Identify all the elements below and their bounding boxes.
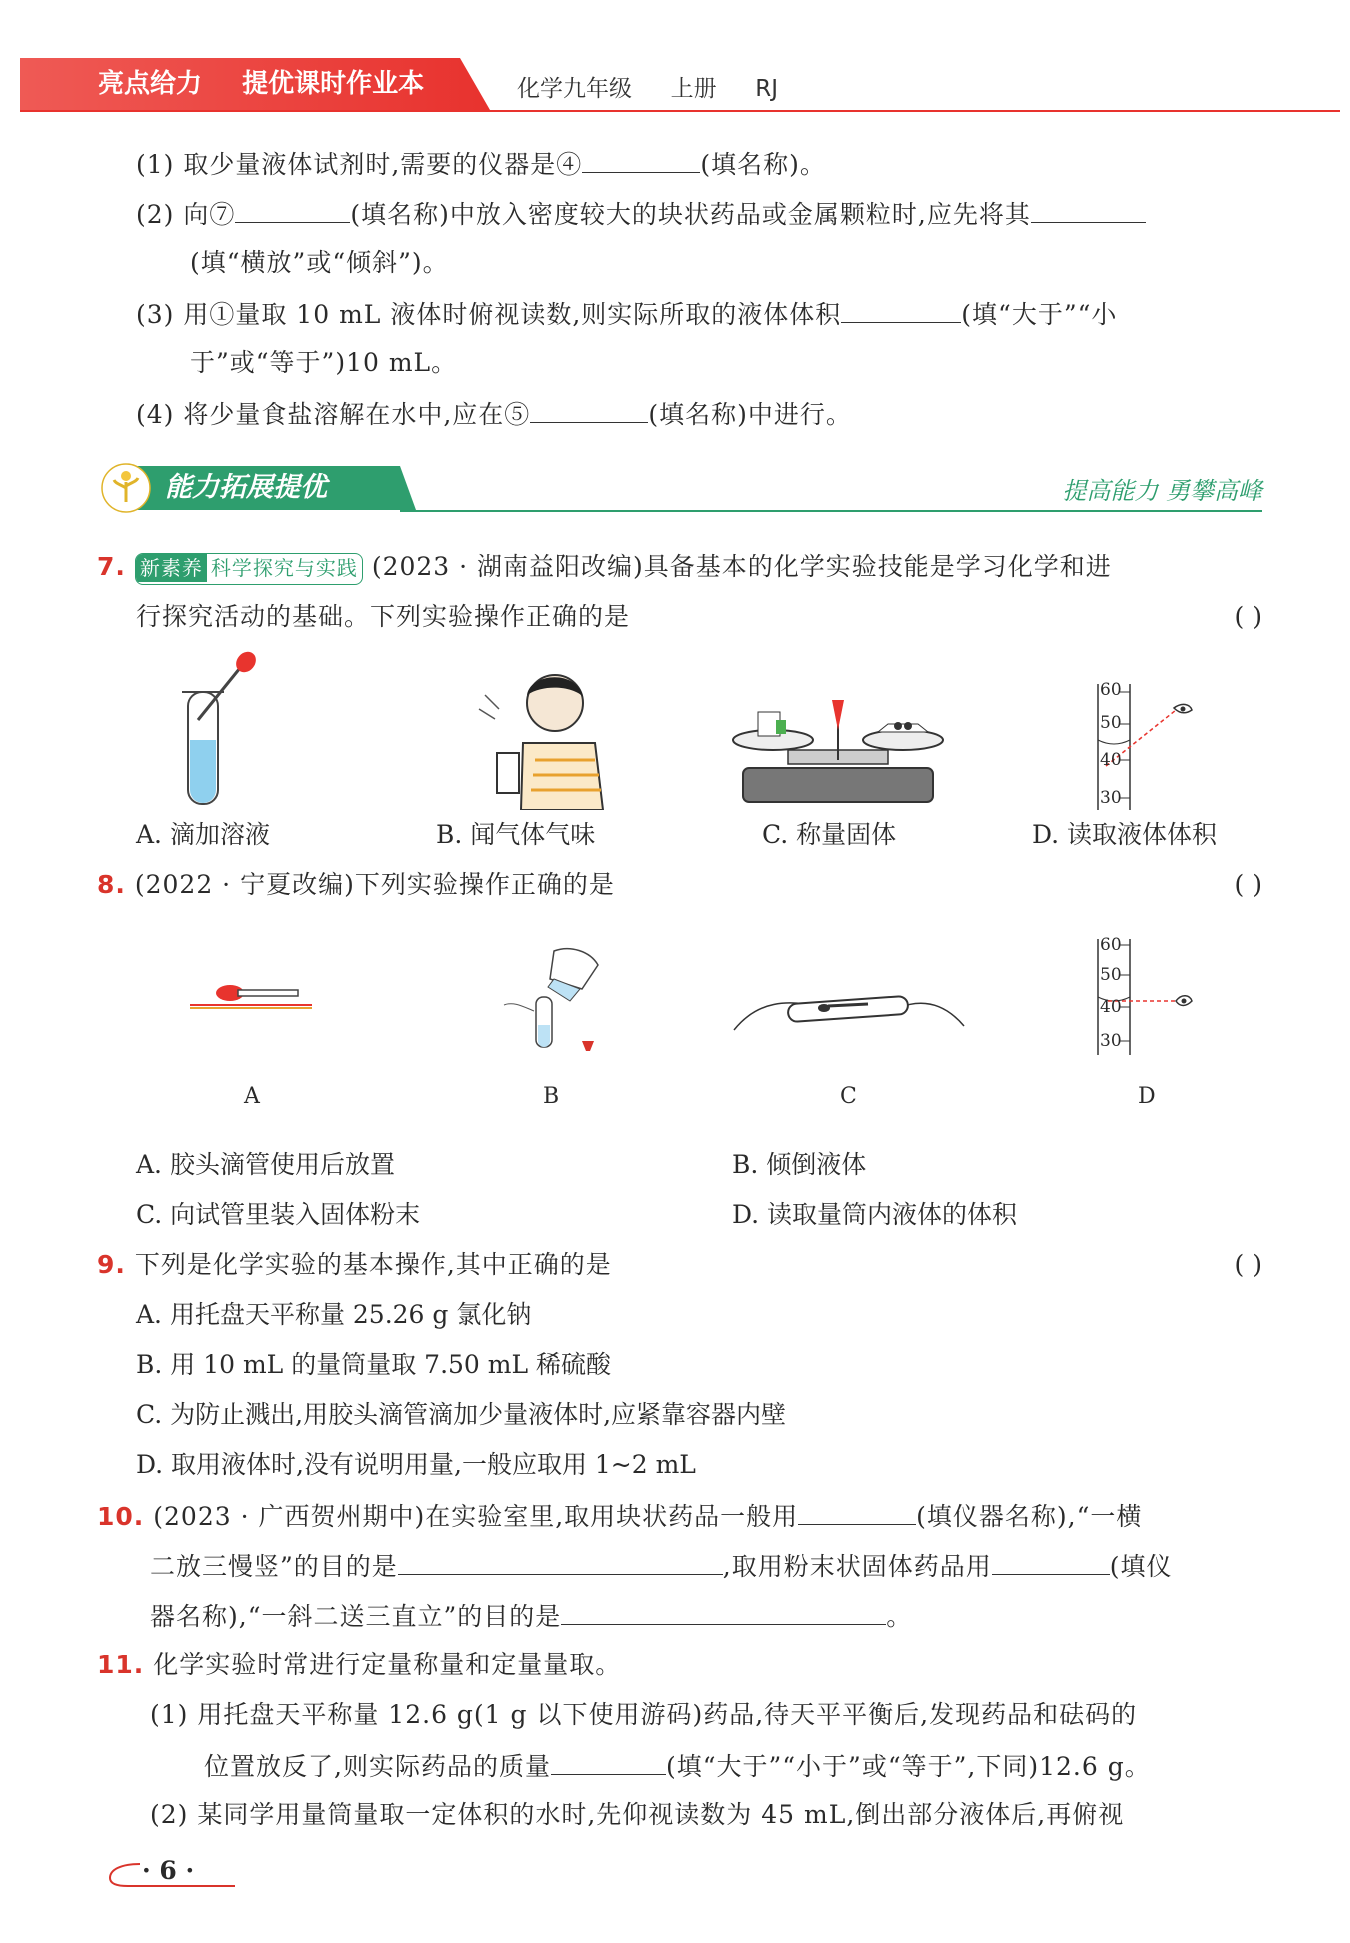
carry-q1: (1) 取少量液体试剂时,需要的仪器是④ (填名称)。 bbox=[136, 146, 826, 182]
answer-blank[interactable] bbox=[1031, 196, 1146, 223]
q9-option-c: C. 为防止溅出,用胶头滴管滴加少量液体时,应紧靠容器内壁 bbox=[136, 1400, 787, 1429]
q11-sub2-line1: (2) 某同学用量筒量取一定体积的水时,先仰视读数为 45 mL,倒出部分液体后,再俯视 bbox=[150, 1800, 1125, 1829]
q8-fig-a-dropper-flat bbox=[190, 975, 315, 1015]
carry-q2-cont: (填“横放”或“倾斜”)。 bbox=[190, 248, 449, 277]
answer-blank[interactable] bbox=[582, 146, 700, 173]
q10-line3: 器名称),“一斜二送三直立”的目的是 。 bbox=[150, 1598, 912, 1634]
answer-blank[interactable] bbox=[798, 1498, 916, 1525]
badge-primary: 新素养 bbox=[136, 554, 207, 582]
page-number: · 6 · bbox=[142, 1856, 195, 1885]
q7-scale-label: 50 bbox=[1100, 713, 1122, 733]
answer-blank[interactable] bbox=[841, 296, 961, 323]
q11-sub1-line1: (1) 用托盘天平称量 12.6 g(1 g 以下使用游码)药品,待天平平衡后,发现药品和砝码的 bbox=[150, 1700, 1138, 1729]
q11-line: 11. 化学实验时常进行定量称量和定量量取。 bbox=[97, 1650, 622, 1679]
q8-scale-label: 50 bbox=[1100, 965, 1122, 985]
answer-blank[interactable] bbox=[235, 196, 350, 223]
section-rule bbox=[400, 510, 1262, 512]
q9-line: 9. 下列是化学实验的基本操作,其中正确的是 bbox=[97, 1250, 612, 1279]
answer-parens[interactable]: ( ) bbox=[1234, 1250, 1262, 1279]
q8-fig-label-d: D bbox=[1138, 1084, 1156, 1109]
answer-parens[interactable]: ( ) bbox=[1234, 602, 1262, 631]
q8-option-b: B. 倾倒液体 bbox=[732, 1150, 867, 1179]
question-number: 8. bbox=[97, 870, 126, 899]
q7-fig-a-dropper-tube bbox=[170, 650, 270, 810]
section-title: 能力拓展提优 bbox=[165, 472, 327, 503]
carry-q3-cont: 于”或“等于”)10 mL。 bbox=[190, 348, 458, 377]
q8-scale-label: 60 bbox=[1100, 935, 1122, 955]
q7-line1: 7. 新素养 科学探究与实践 (2023 · 湖南益阳改编)具备基本的化学实验技能是学习化学和进 bbox=[97, 550, 1112, 585]
carry-q3: (3) 用①量取 10 mL 液体时俯视读数,则实际所取的液体体积 (填“大于”“小 bbox=[136, 296, 1117, 332]
q10-line1: 10. (2023 · 广西贺州期中)在实验室里,取用块状药品一般用 (填仪器名称),“一横 bbox=[97, 1498, 1142, 1534]
q7-scale-label: 40 bbox=[1100, 750, 1122, 770]
answer-blank[interactable] bbox=[992, 1548, 1110, 1575]
q7-fig-c-balance bbox=[728, 690, 948, 810]
q8-line: 8. (2022 · 宁夏改编)下列实验操作正确的是 bbox=[97, 870, 615, 899]
q7-scale-label: 60 bbox=[1100, 680, 1122, 700]
answer-blank[interactable] bbox=[561, 1598, 886, 1625]
answer-blank[interactable] bbox=[551, 1748, 666, 1775]
q7-option-d: D. 读取液体体积 bbox=[1032, 820, 1218, 849]
question-number: 10. bbox=[97, 1502, 145, 1531]
header-volume: 上册 bbox=[670, 76, 717, 102]
q9-option-b: B. 用 10 mL 的量筒量取 7.50 mL 稀硫酸 bbox=[136, 1350, 612, 1379]
carry-q4: (4) 将少量食盐溶解在水中,应在⑤ (填名称)中进行。 bbox=[136, 396, 852, 432]
question-number: 7. bbox=[97, 552, 126, 581]
question-number: 9. bbox=[97, 1250, 126, 1279]
q7-fig-b-smelling-gas bbox=[465, 665, 615, 810]
q7-option-a: A. 滴加溶液 bbox=[136, 820, 270, 849]
q9-option-a: A. 用托盘天平称量 25.26 g 氯化钠 bbox=[136, 1300, 532, 1329]
carry-q2: (2) 向⑦ (填名称)中放入密度较大的块状药品或金属颗粒时,应先将其 bbox=[136, 196, 1146, 232]
q7-badge bbox=[135, 553, 363, 585]
q8-fig-c-powder-into-tube bbox=[728, 960, 968, 1050]
q8-fig-label-a: A bbox=[244, 1084, 260, 1109]
header-brand-secondary: 提优课时作业本 bbox=[242, 69, 425, 99]
q11-sub1-line2: 位置放反了,则实际药品的质量 (填“大于”“小于”或“等于”,下同)12.6 g。 bbox=[204, 1748, 1151, 1784]
question-number: 11. bbox=[97, 1650, 145, 1679]
q8-fig-label-c: C bbox=[840, 1084, 857, 1109]
header-rule bbox=[20, 110, 1340, 112]
q7-scale-label: 30 bbox=[1100, 788, 1122, 808]
q8-option-a: A. 胶头滴管使用后放置 bbox=[136, 1150, 395, 1179]
q10-line2: 二放三慢竖”的目的是 ,取用粉末状固体药品用 (填仪 bbox=[150, 1548, 1173, 1584]
q8-fig-label-b: B bbox=[543, 1084, 560, 1109]
q8-scale-label: 40 bbox=[1100, 997, 1122, 1017]
badge-secondary: 科学探究与实践 bbox=[210, 555, 358, 580]
answer-blank[interactable] bbox=[398, 1548, 723, 1575]
header-brand bbox=[98, 64, 424, 104]
q9-option-d: D. 取用液体时,没有说明用量,一般应取用 1~2 mL bbox=[136, 1450, 696, 1479]
q8-option-c: C. 向试管里装入固体粉末 bbox=[136, 1200, 421, 1229]
q8-fig-b-pouring bbox=[490, 945, 620, 1055]
header-edition: RJ bbox=[755, 76, 779, 102]
header-subject-info bbox=[517, 72, 778, 106]
answer-parens[interactable]: ( ) bbox=[1234, 870, 1262, 899]
q7-option-c: C. 称量固体 bbox=[762, 820, 897, 849]
q8-scale-label: 30 bbox=[1100, 1031, 1122, 1051]
q7-option-b: B. 闻气体气味 bbox=[436, 820, 596, 849]
q7-line2: 行探究活动的基础。下列实验操作正确的是 bbox=[136, 602, 631, 631]
answer-blank[interactable] bbox=[530, 396, 648, 423]
header-brand-primary: 亮点给力 bbox=[98, 69, 203, 99]
q8-option-d: D. 读取量筒内液体的体积 bbox=[732, 1200, 1018, 1229]
section-motto: 提高能力 勇攀高峰 bbox=[1062, 477, 1262, 505]
header-subject: 化学九年级 bbox=[517, 76, 632, 102]
